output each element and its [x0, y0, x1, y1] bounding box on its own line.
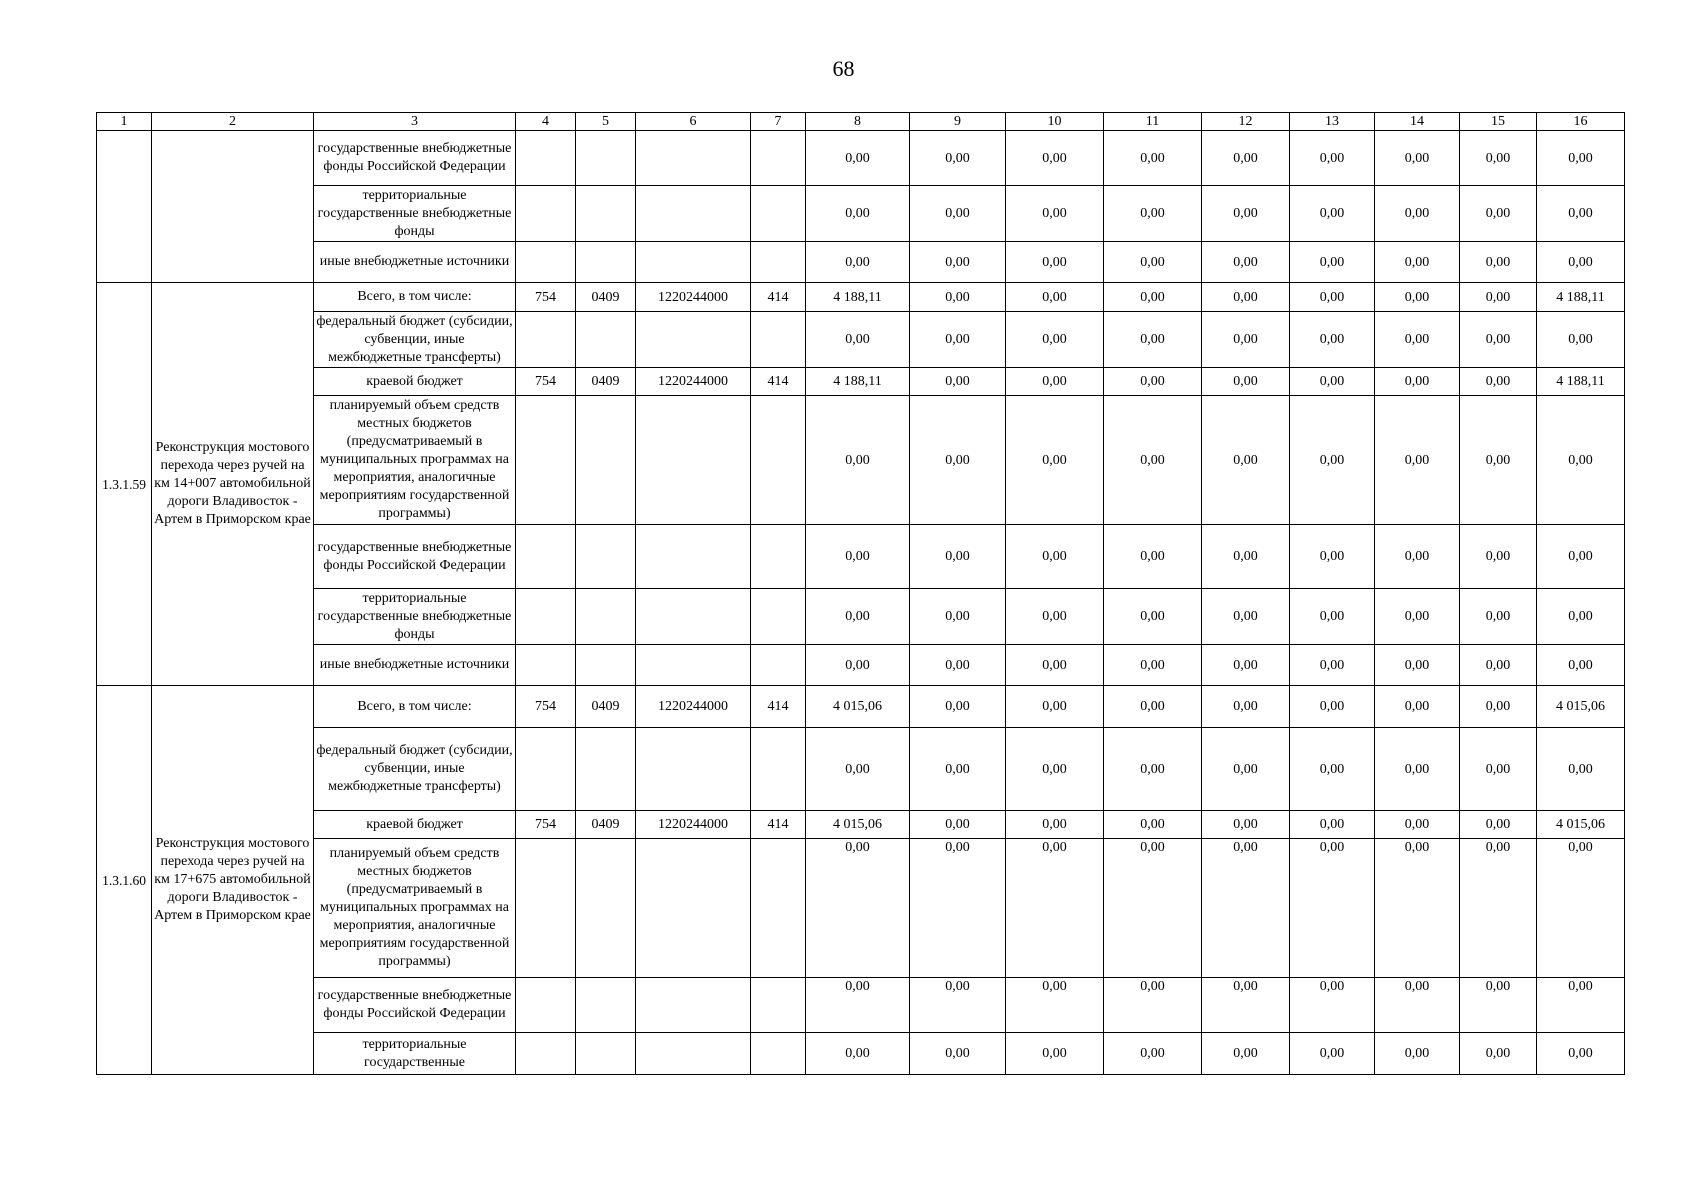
amount-cell: 0,00 — [1006, 396, 1104, 525]
section-cell — [576, 839, 636, 978]
amount-cell: 0,00 — [1537, 1033, 1625, 1075]
amount-cell: 0,00 — [1375, 283, 1460, 312]
amount-cell: 0,00 — [806, 645, 910, 686]
amount-cell: 0,00 — [1460, 645, 1537, 686]
amount-cell: 0,00 — [1460, 811, 1537, 839]
item-code-cell: 1.3.1.59 — [97, 283, 152, 686]
table-row — [97, 589, 1625, 645]
budget-table — [96, 112, 1625, 1075]
target-article-cell: 1220244000 — [636, 368, 751, 396]
source-cell: краевой бюджет — [314, 811, 516, 839]
amount-cell: 0,00 — [910, 283, 1006, 312]
amount-cell: 0,00 — [1104, 283, 1202, 312]
amount-cell: 0,00 — [910, 131, 1006, 186]
section-cell: 0409 — [576, 283, 636, 312]
header-cell: 6 — [636, 113, 751, 131]
amount-cell: 0,00 — [1290, 283, 1375, 312]
amount-cell: 0,00 — [1290, 686, 1375, 728]
source-cell: иные внебюджетные источники — [314, 242, 516, 283]
item-code-cell: 1.3.1.60 — [97, 686, 152, 1075]
section-cell — [576, 645, 636, 686]
source-cell: краевой бюджет — [314, 368, 516, 396]
section-cell — [576, 131, 636, 186]
amount-cell: 0,00 — [1375, 368, 1460, 396]
grbs-cell: 754 — [516, 686, 576, 728]
amount-cell: 0,00 — [1460, 686, 1537, 728]
amount-cell: 4 015,06 — [806, 811, 910, 839]
amount-cell: 0,00 — [1202, 396, 1290, 525]
section-cell: 0409 — [576, 811, 636, 839]
table-row — [97, 1033, 1625, 1075]
section-cell: 0409 — [576, 368, 636, 396]
amount-cell: 0,00 — [1104, 589, 1202, 645]
table-row — [97, 396, 1625, 525]
header-cell: 7 — [751, 113, 806, 131]
amount-cell: 0,00 — [1006, 728, 1104, 811]
amount-cell: 0,00 — [1104, 686, 1202, 728]
amount-cell: 0,00 — [1375, 839, 1460, 978]
expense-type-cell — [751, 589, 806, 645]
grbs-cell — [516, 839, 576, 978]
amount-cell: 0,00 — [1375, 525, 1460, 589]
amount-cell: 0,00 — [1006, 312, 1104, 368]
expense-type-cell: 414 — [751, 283, 806, 312]
grbs-cell — [516, 186, 576, 242]
amount-cell: 0,00 — [806, 312, 910, 368]
target-article-cell — [636, 728, 751, 811]
amount-cell: 0,00 — [1290, 811, 1375, 839]
table-row — [97, 525, 1625, 589]
amount-cell: 0,00 — [1006, 525, 1104, 589]
expense-type-cell — [751, 1033, 806, 1075]
source-cell: территориальные государственные внебюджетные фонды — [314, 589, 516, 645]
header-cell: 11 — [1104, 113, 1202, 131]
amount-cell: 0,00 — [806, 131, 910, 186]
grbs-cell: 754 — [516, 811, 576, 839]
amount-cell: 0,00 — [910, 839, 1006, 978]
expense-type-cell — [751, 645, 806, 686]
amount-cell: 0,00 — [1460, 368, 1537, 396]
header-cell: 4 — [516, 113, 576, 131]
amount-cell: 0,00 — [806, 525, 910, 589]
header-cell: 5 — [576, 113, 636, 131]
amount-cell: 0,00 — [1375, 312, 1460, 368]
expense-type-cell — [751, 525, 806, 589]
expense-type-cell — [751, 131, 806, 186]
amount-cell: 0,00 — [1290, 839, 1375, 978]
amount-cell: 0,00 — [1104, 396, 1202, 525]
amount-cell: 4 015,06 — [1537, 686, 1625, 728]
header-cell: 15 — [1460, 113, 1537, 131]
amount-cell: 0,00 — [1537, 312, 1625, 368]
amount-cell: 0,00 — [1202, 368, 1290, 396]
section-cell: 0409 — [576, 686, 636, 728]
target-article-cell — [636, 589, 751, 645]
amount-cell: 0,00 — [1460, 1033, 1537, 1075]
table-row — [97, 283, 1625, 312]
amount-cell: 0,00 — [806, 589, 910, 645]
amount-cell: 0,00 — [1202, 525, 1290, 589]
table-row — [97, 186, 1625, 242]
target-article-cell — [636, 312, 751, 368]
source-cell: Всего, в том числе: — [314, 283, 516, 312]
amount-cell: 0,00 — [1537, 589, 1625, 645]
amount-cell: 0,00 — [1202, 645, 1290, 686]
amount-cell: 0,00 — [1460, 839, 1537, 978]
item-name-cell — [152, 131, 314, 283]
amount-cell: 0,00 — [1460, 242, 1537, 283]
amount-cell: 0,00 — [806, 728, 910, 811]
amount-cell: 4 188,11 — [806, 283, 910, 312]
expense-type-cell — [751, 839, 806, 978]
grbs-cell: 754 — [516, 283, 576, 312]
amount-cell: 0,00 — [1537, 131, 1625, 186]
item-code-cell — [97, 131, 152, 283]
amount-cell: 0,00 — [1104, 131, 1202, 186]
header-row — [97, 113, 1625, 131]
target-article-cell — [636, 396, 751, 525]
source-cell: федеральный бюджет (субсидии, субвенции, иные межбюджетные трансферты) — [314, 728, 516, 811]
amount-cell: 0,00 — [1290, 186, 1375, 242]
amount-cell: 4 188,11 — [1537, 368, 1625, 396]
amount-cell: 0,00 — [910, 811, 1006, 839]
header-cell: 9 — [910, 113, 1006, 131]
amount-cell: 0,00 — [1006, 1033, 1104, 1075]
grbs-cell — [516, 1033, 576, 1075]
amount-cell: 0,00 — [910, 186, 1006, 242]
expense-type-cell — [751, 728, 806, 811]
amount-cell: 0,00 — [1290, 312, 1375, 368]
amount-cell: 0,00 — [1537, 839, 1625, 978]
amount-cell: 0,00 — [1375, 242, 1460, 283]
target-article-cell — [636, 1033, 751, 1075]
amount-cell: 0,00 — [1104, 1033, 1202, 1075]
table-row — [97, 839, 1625, 978]
amount-cell: 0,00 — [1006, 242, 1104, 283]
section-cell — [576, 242, 636, 283]
amount-cell: 0,00 — [910, 312, 1006, 368]
amount-cell: 0,00 — [806, 186, 910, 242]
amount-cell: 0,00 — [1460, 589, 1537, 645]
amount-cell: 0,00 — [1460, 186, 1537, 242]
amount-cell: 0,00 — [1290, 589, 1375, 645]
amount-cell: 0,00 — [1375, 396, 1460, 525]
amount-cell: 4 015,06 — [1537, 811, 1625, 839]
amount-cell: 0,00 — [1006, 589, 1104, 645]
target-article-cell — [636, 525, 751, 589]
amount-cell: 0,00 — [1006, 645, 1104, 686]
amount-cell: 0,00 — [1375, 186, 1460, 242]
table-body — [97, 113, 1625, 1075]
amount-cell: 0,00 — [1104, 186, 1202, 242]
target-article-cell: 1220244000 — [636, 811, 751, 839]
amount-cell: 0,00 — [1375, 978, 1460, 1033]
grbs-cell — [516, 312, 576, 368]
header-cell: 3 — [314, 113, 516, 131]
amount-cell: 0,00 — [806, 978, 910, 1033]
amount-cell: 0,00 — [806, 839, 910, 978]
target-article-cell — [636, 839, 751, 978]
section-cell — [576, 525, 636, 589]
amount-cell: 0,00 — [1006, 686, 1104, 728]
amount-cell: 0,00 — [1104, 811, 1202, 839]
page-number: 68 — [832, 56, 855, 81]
section-cell — [576, 589, 636, 645]
amount-cell: 0,00 — [1202, 283, 1290, 312]
grbs-cell: 754 — [516, 368, 576, 396]
amount-cell: 0,00 — [806, 242, 910, 283]
amount-cell: 0,00 — [1460, 728, 1537, 811]
amount-cell: 4 188,11 — [806, 368, 910, 396]
source-cell: государственные внебюджетные фонды Российской Федерации — [314, 131, 516, 186]
section-cell — [576, 1033, 636, 1075]
table-row — [97, 312, 1625, 368]
item-name-cell: Реконструкция мостового перехода через ручей на км 17+675 автомобильной дороги Владивосток - Артем в Приморском крае — [152, 686, 314, 1075]
table-row — [97, 368, 1625, 396]
header-cell: 10 — [1006, 113, 1104, 131]
amount-cell: 0,00 — [1290, 978, 1375, 1033]
grbs-cell — [516, 396, 576, 525]
amount-cell: 0,00 — [1006, 368, 1104, 396]
amount-cell: 0,00 — [910, 396, 1006, 525]
table-row — [97, 728, 1625, 811]
section-cell — [576, 396, 636, 525]
amount-cell: 0,00 — [1290, 525, 1375, 589]
amount-cell: 0,00 — [1460, 312, 1537, 368]
target-article-cell — [636, 242, 751, 283]
amount-cell: 0,00 — [1375, 131, 1460, 186]
amount-cell: 0,00 — [1375, 589, 1460, 645]
amount-cell: 0,00 — [1290, 131, 1375, 186]
amount-cell: 0,00 — [910, 1033, 1006, 1075]
source-cell: территориальные государственные внебюджетные фонды — [314, 186, 516, 242]
amount-cell: 0,00 — [806, 1033, 910, 1075]
target-article-cell — [636, 186, 751, 242]
source-cell: государственные внебюджетные фонды Российской Федерации — [314, 525, 516, 589]
amount-cell: 0,00 — [1006, 186, 1104, 242]
grbs-cell — [516, 589, 576, 645]
grbs-cell — [516, 131, 576, 186]
source-cell: федеральный бюджет (субсидии, субвенции, иные межбюджетные трансферты) — [314, 312, 516, 368]
table-row — [97, 131, 1625, 186]
amount-cell: 0,00 — [910, 686, 1006, 728]
amount-cell: 0,00 — [1104, 368, 1202, 396]
source-cell: иные внебюджетные источники — [314, 645, 516, 686]
amount-cell: 0,00 — [1202, 242, 1290, 283]
target-article-cell — [636, 978, 751, 1033]
section-cell — [576, 728, 636, 811]
grbs-cell — [516, 728, 576, 811]
amount-cell: 0,00 — [1202, 312, 1290, 368]
amount-cell: 0,00 — [1202, 686, 1290, 728]
amount-cell: 0,00 — [1460, 131, 1537, 186]
header-cell: 1 — [97, 113, 152, 131]
amount-cell: 0,00 — [1290, 728, 1375, 811]
amount-cell: 0,00 — [1104, 728, 1202, 811]
amount-cell: 0,00 — [910, 368, 1006, 396]
grbs-cell — [516, 242, 576, 283]
amount-cell: 0,00 — [1537, 525, 1625, 589]
amount-cell: 0,00 — [1375, 728, 1460, 811]
target-article-cell — [636, 131, 751, 186]
table-row — [97, 645, 1625, 686]
table-row — [97, 686, 1625, 728]
table-row — [97, 242, 1625, 283]
amount-cell: 0,00 — [1202, 131, 1290, 186]
amount-cell: 0,00 — [1537, 396, 1625, 525]
amount-cell: 0,00 — [1202, 978, 1290, 1033]
source-cell: территориальные государственные — [314, 1033, 516, 1075]
header-cell: 8 — [806, 113, 910, 131]
amount-cell: 0,00 — [910, 645, 1006, 686]
source-cell: планируемый объем средств местных бюджетов (предусматриваемый в муниципальных программах на мероприятия, аналогичные мероприятиям государственной программы) — [314, 839, 516, 978]
expense-type-cell — [751, 242, 806, 283]
amount-cell: 0,00 — [1375, 686, 1460, 728]
target-article-cell: 1220244000 — [636, 686, 751, 728]
amount-cell: 0,00 — [1006, 811, 1104, 839]
amount-cell: 0,00 — [1290, 368, 1375, 396]
amount-cell: 4 015,06 — [806, 686, 910, 728]
expense-type-cell — [751, 978, 806, 1033]
amount-cell: 0,00 — [910, 728, 1006, 811]
amount-cell: 0,00 — [1202, 1033, 1290, 1075]
header-cell: 14 — [1375, 113, 1460, 131]
amount-cell: 0,00 — [1375, 811, 1460, 839]
header-cell: 13 — [1290, 113, 1375, 131]
table-row — [97, 811, 1625, 839]
expense-type-cell: 414 — [751, 368, 806, 396]
amount-cell: 0,00 — [1104, 645, 1202, 686]
amount-cell: 0,00 — [1460, 525, 1537, 589]
expense-type-cell: 414 — [751, 686, 806, 728]
item-name-cell: Реконструкция мостового перехода через ручей на км 14+007 автомобильной дороги Владивосток - Артем в Приморском крае — [152, 283, 314, 686]
amount-cell: 0,00 — [1202, 839, 1290, 978]
header-cell: 16 — [1537, 113, 1625, 131]
expense-type-cell — [751, 396, 806, 525]
amount-cell: 0,00 — [1104, 242, 1202, 283]
amount-cell: 0,00 — [910, 525, 1006, 589]
target-article-cell: 1220244000 — [636, 283, 751, 312]
section-cell — [576, 978, 636, 1033]
amount-cell: 0,00 — [1460, 283, 1537, 312]
expense-type-cell: 414 — [751, 811, 806, 839]
amount-cell: 0,00 — [1006, 839, 1104, 978]
amount-cell: 0,00 — [1290, 645, 1375, 686]
header-cell: 2 — [152, 113, 314, 131]
amount-cell: 0,00 — [1537, 978, 1625, 1033]
expense-type-cell — [751, 186, 806, 242]
amount-cell: 0,00 — [1537, 186, 1625, 242]
amount-cell: 0,00 — [1290, 1033, 1375, 1075]
expense-type-cell — [751, 312, 806, 368]
amount-cell: 0,00 — [910, 589, 1006, 645]
table-row — [97, 978, 1625, 1033]
amount-cell: 0,00 — [1537, 728, 1625, 811]
amount-cell: 0,00 — [1006, 283, 1104, 312]
amount-cell: 0,00 — [1202, 811, 1290, 839]
amount-cell: 0,00 — [1006, 131, 1104, 186]
header-cell: 12 — [1202, 113, 1290, 131]
source-cell: Всего, в том числе: — [314, 686, 516, 728]
amount-cell: 0,00 — [1290, 396, 1375, 525]
amount-cell: 0,00 — [1537, 242, 1625, 283]
amount-cell: 0,00 — [1202, 589, 1290, 645]
amount-cell: 0,00 — [1104, 978, 1202, 1033]
grbs-cell — [516, 645, 576, 686]
source-cell: государственные внебюджетные фонды Российской Федерации — [314, 978, 516, 1033]
amount-cell: 0,00 — [1006, 978, 1104, 1033]
amount-cell: 0,00 — [910, 242, 1006, 283]
amount-cell: 0,00 — [806, 396, 910, 525]
target-article-cell — [636, 645, 751, 686]
amount-cell: 0,00 — [1104, 525, 1202, 589]
amount-cell: 0,00 — [1290, 242, 1375, 283]
amount-cell: 0,00 — [1202, 728, 1290, 811]
section-cell — [576, 186, 636, 242]
source-cell: планируемый объем средств местных бюджетов (предусматриваемый в муниципальных программах на мероприятия, аналогичные мероприятиям государственной программы) — [314, 396, 516, 525]
amount-cell: 0,00 — [1537, 645, 1625, 686]
amount-cell: 0,00 — [1104, 839, 1202, 978]
amount-cell: 0,00 — [910, 978, 1006, 1033]
amount-cell: 0,00 — [1375, 1033, 1460, 1075]
amount-cell: 0,00 — [1460, 978, 1537, 1033]
amount-cell: 0,00 — [1460, 396, 1537, 525]
grbs-cell — [516, 525, 576, 589]
amount-cell: 4 188,11 — [1537, 283, 1625, 312]
amount-cell: 0,00 — [1375, 645, 1460, 686]
section-cell — [576, 312, 636, 368]
grbs-cell — [516, 978, 576, 1033]
amount-cell: 0,00 — [1202, 186, 1290, 242]
amount-cell: 0,00 — [1104, 312, 1202, 368]
